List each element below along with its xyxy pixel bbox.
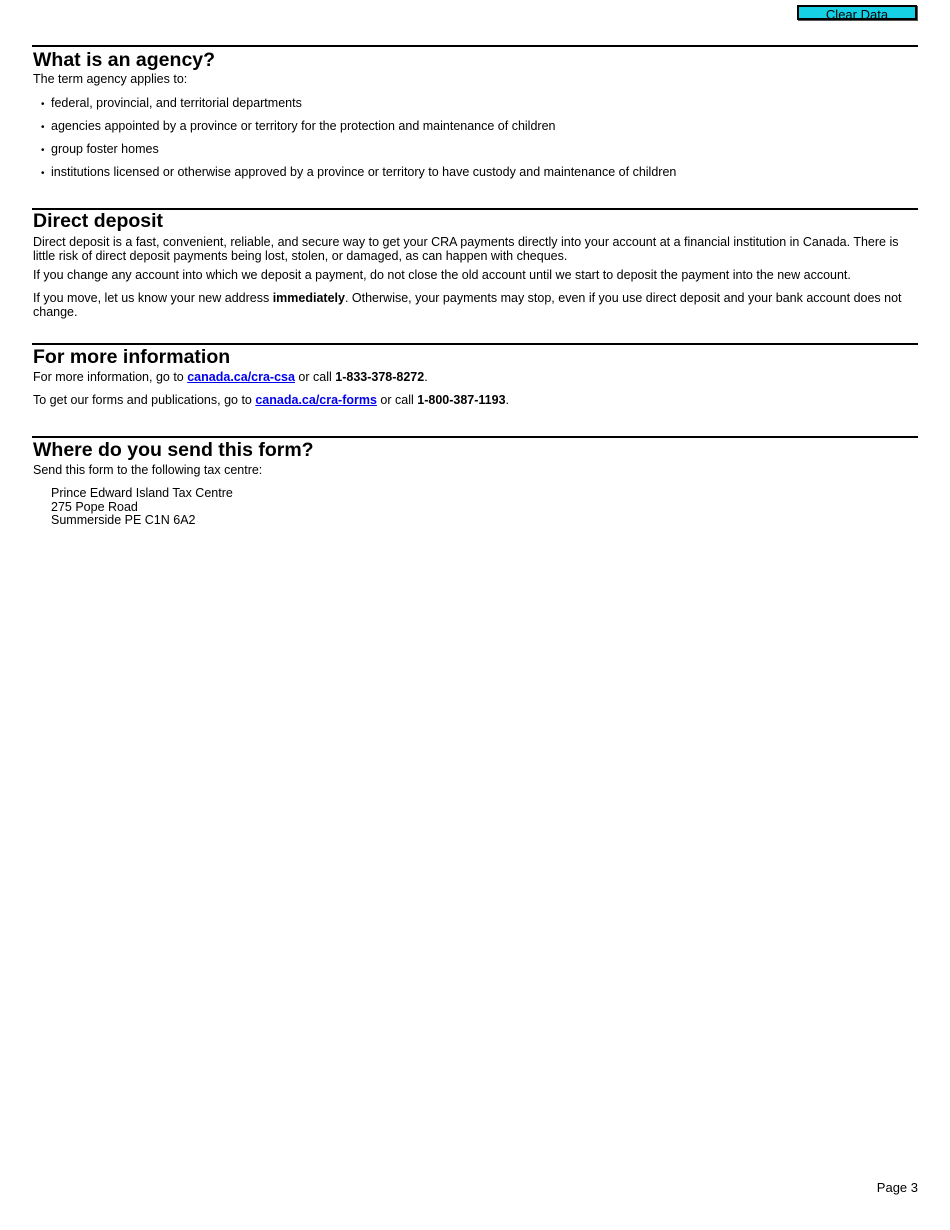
section-heading-agency: What is an agency? [33,49,216,71]
emphasis: immediately [272,291,345,305]
list-item: • institutions licensed or otherwise approved by a province or territory to have custody and maintenance of children [41,165,676,181]
section-heading-send-form: Where do you send this form? [33,439,314,461]
text: To get our forms and publications, go to [33,393,256,407]
text: For more information, go to [33,370,188,384]
list-item: • agencies appointed by a province or territory for the protection and maintenance of children [41,119,555,135]
info-line-1 [33,370,913,384]
text: or call [376,393,418,407]
address-line: Summerside PE C1N 6A2 [51,513,196,527]
section-heading-more-info: For more information [33,346,231,368]
section-divider [32,208,918,210]
text: If you move, let us know your new address [33,291,273,305]
deposit-paragraph-1: Direct deposit is a fast, convenient, reliable, and secure way to get your CRA payments directly into your account at a financial institution in Canada. There is little risk of direct deposit payments being lost, stolen, or damaged, as can happen with cheques. [33,235,899,263]
text: . [505,393,510,407]
section-divider [32,436,918,438]
deposit-paragraph-3 [33,291,913,319]
cra-csa-link[interactable]: canada.ca/cra-csa [187,370,295,384]
text: . Otherwise, your payments may stop, even if you use direct deposit and your bank account does not change. [33,291,902,319]
send-intro: Send this form to the following tax centre: [33,463,263,477]
list-item: • federal, provincial, and territorial departments [41,96,302,112]
section-divider [32,343,918,345]
clear-data-button[interactable]: Clear Data [797,5,917,20]
section-heading-direct-deposit: Direct deposit [33,210,164,232]
text: or call [294,370,336,384]
phone-number: 1-833-378-8272 [335,370,425,384]
text: . [424,370,428,384]
cra-forms-link[interactable]: canada.ca/cra-forms [255,393,377,407]
page-number: Page 3 [876,1180,918,1195]
address-line: Prince Edward Island Tax Centre [51,486,233,500]
agency-intro: The term agency applies to: [33,72,188,86]
deposit-paragraph-2: If you change any account into which we deposit a payment, do not close the old account until we start to deposit the payment into the new account. [33,268,851,282]
list-item: • group foster homes [41,142,159,158]
phone-number: 1-800-387-1193 [417,393,506,407]
section-divider [32,45,918,47]
address-line: 275 Pope Road [51,499,138,514]
info-line-2 [33,393,913,407]
